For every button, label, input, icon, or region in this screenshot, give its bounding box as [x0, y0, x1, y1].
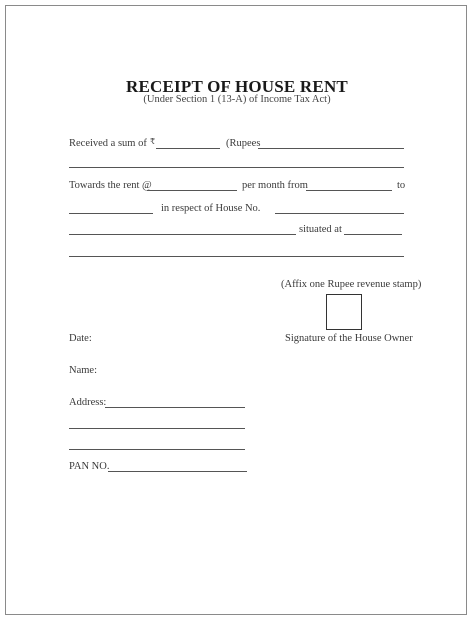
rupee-symbol	[150, 136, 155, 148]
page-subtitle: (Under Section 1 (13-A) of Income Tax Act)	[143, 94, 331, 105]
pan-label: PAN NO.	[69, 461, 110, 472]
rupees-words-field[interactable]	[258, 148, 404, 149]
per-month-from-label: per month from	[242, 180, 308, 191]
in-respect-label: in respect of House No.	[161, 203, 261, 214]
date-label: Date:	[69, 333, 92, 344]
amount-field[interactable]	[156, 148, 220, 149]
name-label: Name:	[69, 365, 97, 376]
situated-at-label: situated at	[299, 224, 342, 235]
house-address-field[interactable]	[69, 234, 296, 235]
to-date-field[interactable]	[69, 213, 153, 214]
rent-rate-field[interactable]	[147, 190, 237, 191]
rupees-words-continuation-field[interactable]	[69, 167, 404, 168]
rupees-label: (Rupees	[226, 138, 261, 149]
from-date-field[interactable]	[306, 190, 392, 191]
address-continuation-field[interactable]	[69, 256, 404, 257]
owner-address-line-2-field[interactable]	[69, 428, 245, 429]
signature-label: Signature of the House Owner	[285, 333, 413, 344]
pan-number-field[interactable]	[108, 471, 247, 472]
to-label: to	[397, 180, 406, 191]
house-number-field[interactable]	[275, 213, 404, 214]
towards-rent-label: Towards the rent @	[69, 180, 152, 191]
stamp-note: (Affix one Rupee revenue stamp)	[281, 279, 422, 290]
owner-address-field[interactable]	[105, 407, 245, 408]
owner-address-line-3-field[interactable]	[69, 449, 245, 450]
received-label: Received a sum of	[69, 138, 147, 149]
address-label: Address:	[69, 397, 107, 408]
rupee-symbol-text: ₹	[150, 137, 156, 146]
revenue-stamp-box	[326, 294, 362, 330]
page-title: RECEIPT OF HOUSE RENT	[126, 77, 348, 96]
situated-at-field[interactable]	[344, 234, 402, 235]
